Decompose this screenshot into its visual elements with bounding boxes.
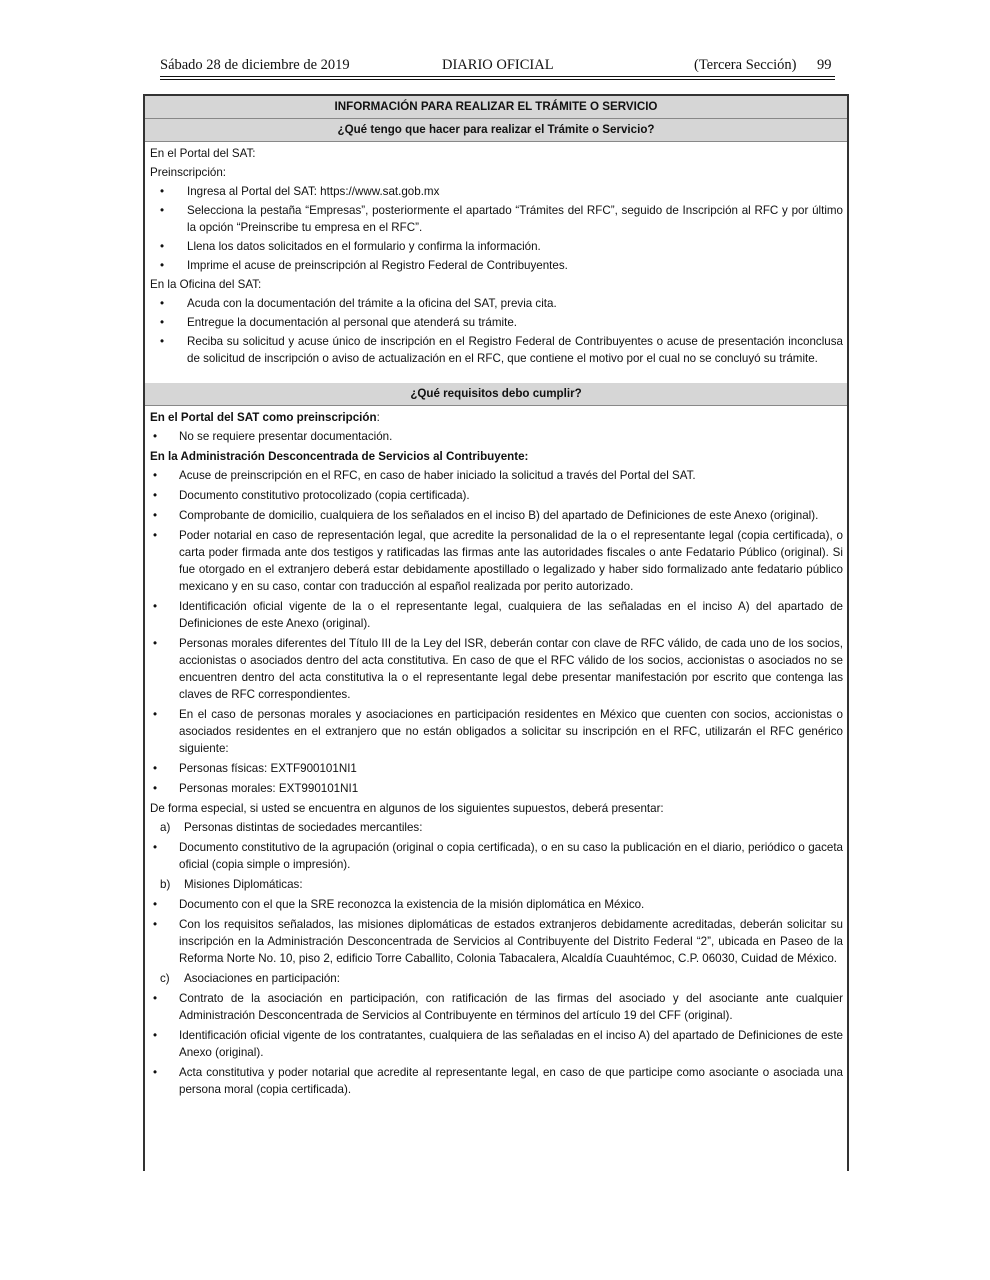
- section-what-to-do-title: ¿Qué tengo que hacer para realizar el Trámite o Servicio?: [145, 119, 847, 142]
- subsection-letter: b): [160, 878, 171, 891]
- header-section: (Tercera Sección): [694, 57, 797, 73]
- special-label: De forma especial, si usted se encuentra en algunos de los siguientes supuestos, deberá presentar:: [150, 802, 664, 815]
- list-item: • Ingresa al Portal del SAT: https://www.sat.gob.mx: [150, 183, 843, 200]
- list-item: • Acuse de preinscripción en el RFC, en caso de haber iniciado la solicitud a través del Portal del SAT.: [150, 467, 843, 484]
- subsection-label: Asociaciones en participación:: [184, 972, 340, 985]
- office-label: En la Oficina del SAT:: [150, 278, 262, 291]
- portal-requirements: [150, 428, 843, 445]
- subsection-c-heading: [150, 970, 843, 987]
- adsc-requirements: [150, 467, 843, 797]
- header-page-number: 99: [817, 57, 832, 73]
- header-date: Sábado 28 de diciembre de 2019: [160, 57, 350, 73]
- list-item: • En el caso de personas morales y asociaciones en participación residentes en México que cuenten con socios, accionistas o asociados residentes en el extranjero que no están obligados a solicitar su inscripción en el RFC, utilizarán el RFC genérico siguiente:: [150, 706, 843, 757]
- subsection-a-items: [150, 839, 843, 873]
- list-item: • Personas morales diferentes del Título III de la Ley del ISR, deberán contar con clave de RFC válido, de cada uno de los socios, accionistas o asociados dentro del acta constitutiva. En caso de que el RFC válido de los socios, accionistas o asociados no se encuentren dentro del acta constitutiva la o el representante legal debe presentar manifestación por escrito que contenga las claves de RFC correspondientes.: [150, 635, 843, 703]
- portal-preinscription-colon: :: [376, 411, 380, 424]
- info-table: [143, 94, 849, 1171]
- list-item: • Entregue la documentación al personal que atenderá su trámite.: [150, 314, 843, 331]
- subsection-letter: a): [160, 821, 171, 834]
- list-item: • Personas físicas: EXTF900101NI1: [150, 760, 843, 777]
- office-steps: [150, 295, 843, 367]
- list-item: • Acta constitutiva y poder notarial que acredite al representante legal, en caso de que participe como asociante o asociada una persona moral (copia certificada).: [150, 1064, 843, 1098]
- subsection-label: Personas distintas de sociedades mercantiles:: [184, 821, 423, 834]
- subsection-c-items: [150, 990, 843, 1098]
- portal-label: En el Portal del SAT:: [150, 147, 256, 160]
- list-item: • Poder notarial en caso de representación legal, que acredite la personalidad de la o el representante legal (copia certificada), o carta poder firmada ante dos testigos y ratificadas las firmas ante las autoridades fiscales o ante Fedatario Público (original). Si fue otorgado en el extranjero deberá estar debidamente apostillado o legalizado y haber sido formalizado ante fedatario público mexicano y en su caso, contar con traducción al español realizada por perito autorizado.: [150, 527, 843, 595]
- list-item: • Identificación oficial vigente de los contratantes, cualquiera de las señaladas en el inciso A) del apartado de Definiciones de este Anexo (original).: [150, 1027, 843, 1061]
- page-header: [160, 57, 833, 77]
- list-item: • Contrato de la asociación en participación, con ratificación de las firmas del asociado y del asociante ante cualquier Administración Desconcentrada de Servicios al Contribuyente en términos del artículo 19 del CFF (original).: [150, 990, 843, 1024]
- subsection-b-heading: [150, 876, 843, 893]
- portal-steps: [150, 183, 843, 274]
- adsc-label: [150, 448, 843, 465]
- subsection-letter: c): [160, 972, 170, 985]
- list-item: • Comprobante de domicilio, cualquiera de los señalados en el inciso B) del apartado de Definiciones de este Anexo (original).: [150, 507, 843, 524]
- spacer: [150, 369, 843, 383]
- list-item: • Reciba su solicitud y acuse único de inscripción en el Registro Federal de Contribuyentes o acuse de presentación inconclusa de solicitud de inscripción o aviso de actualización en el RFC, que contiene el motivo por el cual no se concluyó su trámite.: [150, 333, 843, 367]
- section-requirements-title: ¿Qué requisitos debo cumplir?: [145, 383, 847, 406]
- list-item: • Documento constitutivo protocolizado (copia certificada).: [150, 487, 843, 504]
- list-item: • Documento con el que la SRE reconozca la existencia de la misión diplomática en México.: [150, 896, 843, 913]
- list-item: • Selecciona la pestaña “Empresas”, posteriormente el apartado “Trámites del RFC”, seguido de Inscripción al RFC y por último la opción “Preinscribe tu empresa en el RFC”.: [150, 202, 843, 236]
- list-item: • Imprime el acuse de preinscripción al Registro Federal de Contribuyentes.: [150, 257, 843, 274]
- list-item: • Acuda con la documentación del trámite a la oficina del SAT, previa cita.: [150, 295, 843, 312]
- header-rule-bottom: [160, 79, 835, 80]
- subsection-a-heading: [150, 819, 843, 836]
- list-item: • No se requiere presentar documentación.: [150, 428, 843, 445]
- portal-preinscription-label-bold: En el Portal del SAT como preinscripción: [150, 411, 377, 424]
- list-item: • Personas morales: EXT990101NI1: [150, 780, 843, 797]
- header-title: DIARIO OFICIAL: [442, 57, 554, 73]
- main-title: INFORMACIÓN PARA REALIZAR EL TRÁMITE O SERVICIO: [145, 96, 847, 119]
- portal-preinscription-label: [150, 409, 843, 426]
- preinscription-label: Preinscripción:: [150, 166, 227, 179]
- list-item: • Documento constitutivo de la agrupación (original o copia certificada), o en su caso la publicación en el diario, periódico o gaceta oficial (copia simple o impresión).: [150, 839, 843, 873]
- subsection-b-items: [150, 896, 843, 967]
- subsection-label: Misiones Diplomáticas:: [184, 878, 303, 891]
- header-rule-top: [160, 76, 835, 77]
- list-item: • Con los requisitos señalados, las misiones diplomáticas de estados extranjeros debidamente acreditadas, deberán solicitar su inscripción en la Administración Desconcentrada de Servicios al Contribuyente del Distrito Federal “2”, ubicada en Paseo de la Reforma Norte No. 10, piso 2, edificio Torre Caballito, Colonia Tabacalera, Alcaldía Cuauhtémoc, C.P. 06030, Cuidad de México.: [150, 916, 843, 967]
- section-what-to-do: [145, 142, 847, 383]
- list-item: • Identificación oficial vigente de la o el representante legal, cualquiera de las señaladas en el inciso A) del apartado de Definiciones de este Anexo (original).: [150, 598, 843, 632]
- list-item: • Llena los datos solicitados en el formulario y confirma la información.: [150, 238, 843, 255]
- adsc-label-bold: En la Administración Desconcentrada de Servicios al Contribuyente:: [150, 450, 529, 463]
- section-requirements: [145, 406, 847, 1098]
